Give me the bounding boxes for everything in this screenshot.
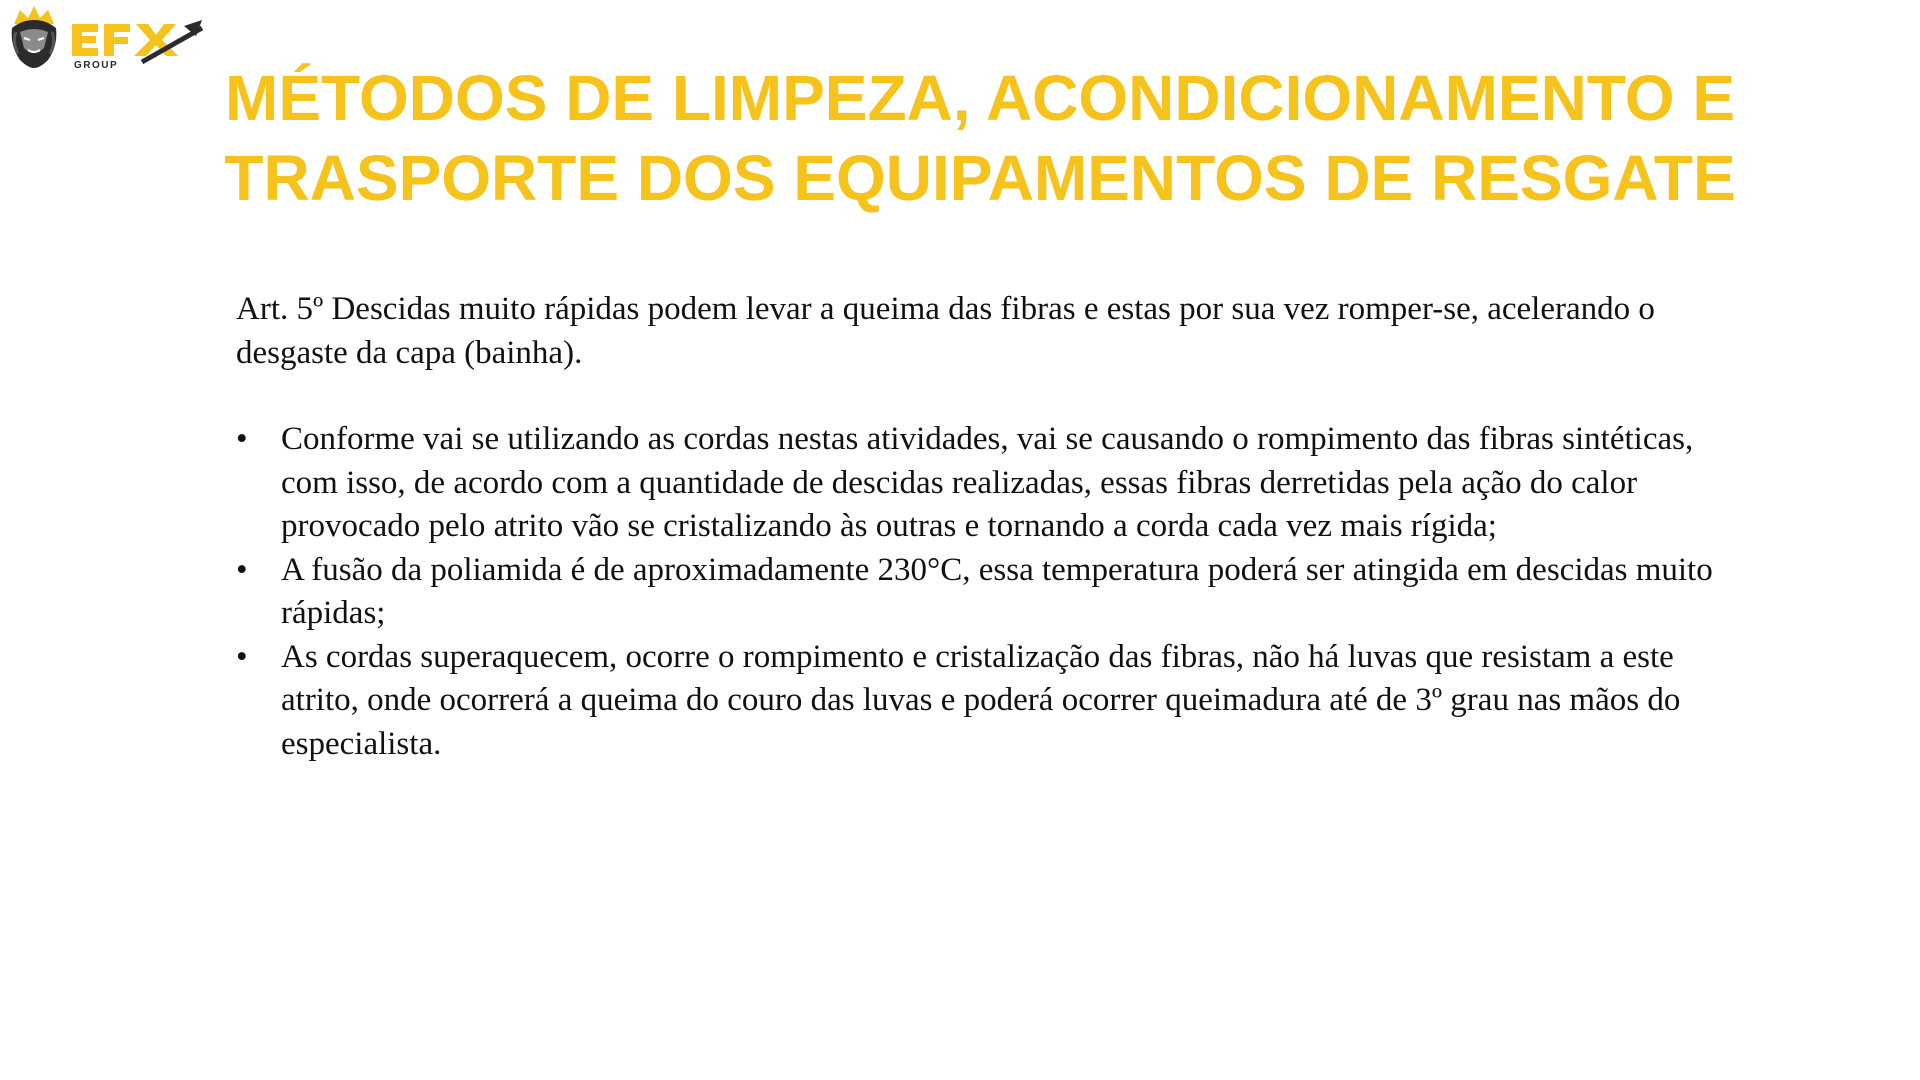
- logo-subtext: GROUP: [74, 60, 119, 71]
- bullet-marker: •: [236, 421, 248, 457]
- lion-icon: [12, 6, 57, 68]
- bullet-text: Conforme vai se utilizando as cordas nestas atividades, vai se causando o rompimento das fibras sintéticas, com isso, de acordo com a quantidade de descidas realizadas, essas fibras derretidas pela ação do calor provocado pelo atrito vão se cristalizando às outras e tornando a corda cada vez mais rígida;: [281, 421, 1694, 544]
- bullet-list: [236, 418, 1736, 766]
- list-item: [236, 636, 1736, 767]
- intro-paragraph: Art. 5º Descidas muito rápidas podem levar a queima das fibras e estas por sua vez romper-se, acelerando o desgaste da capa (bainha).: [236, 291, 1655, 371]
- bullet-marker: •: [236, 551, 248, 588]
- slide-body: [236, 288, 1736, 766]
- efx-wordmark: [72, 20, 202, 62]
- bullet-marker: •: [236, 638, 248, 675]
- bullet-text: A fusão da poliamida é de aproximadamente 230°C, essa temperatura poderá ser atingida em descidas muito rápidas;: [281, 551, 1713, 631]
- slide-title: [190, 58, 1770, 218]
- title-line-2: TRASPORTE DOS EQUIPAMENTOS DE RESGATE: [224, 142, 1736, 214]
- title-line-1: MÉTODOS DE LIMPEZA, ACONDICIONAMENTO E: [225, 62, 1735, 134]
- efx-lion-logo: [6, 2, 216, 72]
- list-item: [236, 418, 1736, 549]
- list-item: [236, 549, 1736, 636]
- bullet-text: As cordas superaquecem, ocorre o rompimento e cristalização das fibras, não há luvas que resistam a este atrito, onde ocorrerá a queima do couro das luvas e poderá ocorrer queimadura até de 3º grau nas mãos do especialista.: [281, 638, 1681, 762]
- company-logo: [6, 2, 216, 72]
